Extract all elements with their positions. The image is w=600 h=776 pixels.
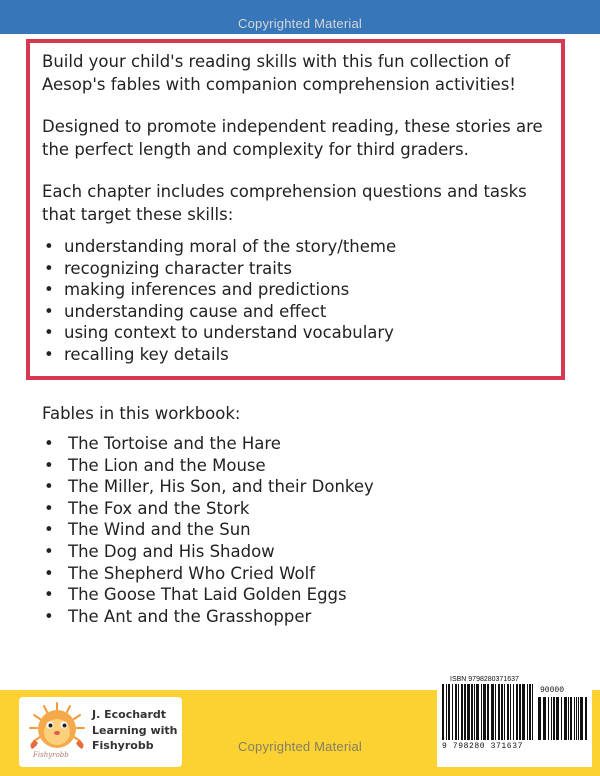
fables-heading: Fables in this workbook:	[42, 404, 241, 423]
logo-signature: Fishyrobb	[33, 751, 69, 759]
publisher-line-2: Learning with	[92, 723, 178, 737]
skill-item: • understanding cause and effect	[42, 301, 562, 323]
fable-item: • The Tortoise and the Hare	[42, 433, 562, 455]
fables-list	[42, 433, 562, 627]
skill-item: • making inferences and predictions	[42, 279, 562, 301]
skill-item: • recalling key details	[42, 344, 562, 366]
publisher-line-1: J. Ecochardt	[92, 708, 167, 721]
fable-item: • The Miller, His Son, and their Donkey	[42, 476, 562, 498]
skills-list	[42, 236, 562, 365]
skill-item: • recognizing character traits	[42, 258, 562, 280]
fable-item: • The Fox and the Stork	[42, 498, 562, 520]
fable-item: • The Lion and the Mouse	[42, 455, 562, 477]
intro-paragraph-3: Each chapter includes comprehension questions and tasks that target these skills:	[42, 182, 527, 224]
skill-item: • using context to understand vocabulary	[42, 322, 562, 344]
barcode-icon	[442, 684, 536, 740]
fable-item: • The Wind and the Sun	[42, 519, 562, 541]
watermark-bottom: Copyrighted Material	[238, 739, 362, 754]
isbn-digits: 9 798280 371637	[442, 742, 524, 751]
intro-paragraph-2: Designed to promote independent reading, these stories are the perfect length and complexity for third graders.	[42, 117, 543, 159]
isbn-label: ISBN 9798280371637	[450, 676, 519, 683]
intro-paragraph-1: Build your child's reading skills with this fun collection of Aesop's fables with companion comprehension activities!	[42, 52, 516, 94]
fable-item: • The Dog and His Shadow	[42, 541, 562, 563]
skill-item: • understanding moral of the story/theme	[42, 236, 562, 258]
price-code: 90000	[540, 686, 565, 695]
description-text	[42, 51, 562, 365]
fable-item: • The Shepherd Who Cried Wolf	[42, 563, 562, 585]
fable-item: • The Ant and the Grasshopper	[42, 606, 562, 628]
fable-item: • The Goose That Laid Golden Eggs	[42, 584, 562, 606]
publisher-line-3: Fishyrobb	[92, 739, 154, 752]
fables-section	[42, 403, 562, 627]
barcode-addon-icon	[538, 697, 588, 740]
watermark-top: Copyrighted Material	[238, 16, 362, 31]
